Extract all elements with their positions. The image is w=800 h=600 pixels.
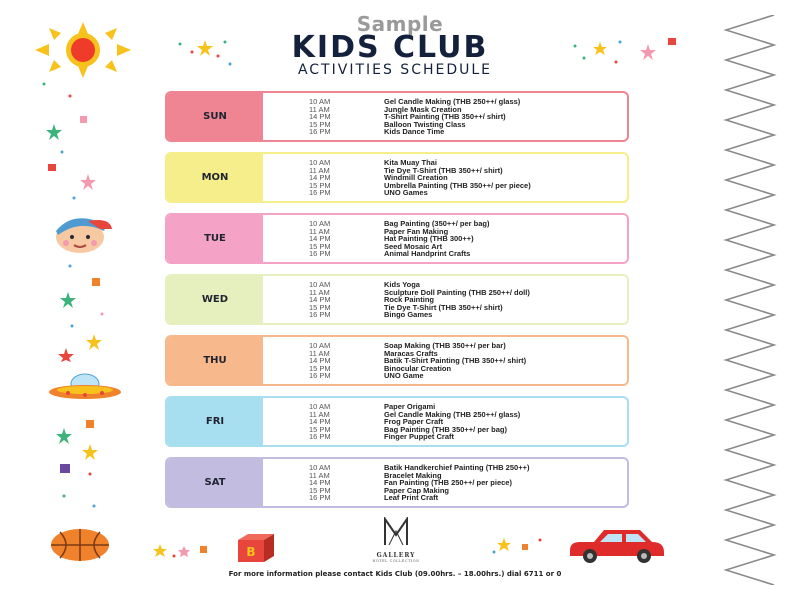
activity-time: 16 PM [309,432,331,441]
hotel-logo [366,517,426,563]
activity-row [309,494,529,502]
star-icon [150,538,220,562]
activity-time: 11 AM [309,104,330,114]
logo-name: GALLERY [376,552,416,559]
star-icon [40,80,110,200]
activity-time: 16 PM [309,493,331,502]
activity-time: 14 PM [309,417,331,426]
activity-name: Batik T-Shirt Painting (THB 350++/ shirt) [384,356,527,365]
activity-name: Leaf Print Craft [384,493,439,502]
activity-list [263,215,489,262]
contact-footer: For more information please contact Kids Club (09.00hrs. – 18.00hrs.) dial 6711 or 0 [228,570,562,578]
star-icon [570,36,680,72]
activity-name: Hat Painting (THB 300++) [384,234,474,243]
activity-name: Frog Paper Craft [384,417,444,426]
activity-time: 11 AM [309,226,330,236]
activity-time: 10 AM [309,158,331,167]
activity-name: Tie Dye T-Shirt (THB 350++/ shirt) [384,302,503,312]
activity-list [263,154,531,201]
activity-name: Animal Handprint Crafts [384,249,471,258]
star-icon [50,412,110,522]
day-label: SAT [167,459,263,506]
page-subtitle: ACTIVITIES SCHEDULE [297,62,493,78]
activity-name: Gel Candle Making (THB 250++/ glass) [384,409,521,419]
activity-name: Rock Painting [384,295,435,304]
activity-name: Finger Puppet Craft [384,432,455,441]
activity-time: 11 AM [309,165,330,175]
activity-name: Kids Dance Time [384,127,445,136]
activity-time: 10 AM [309,219,331,228]
toy-block-icon [234,534,286,564]
sample-watermark: Sample [356,12,444,36]
activity-row [309,433,520,441]
activity-row [309,128,520,136]
activity-name: Bracelet Making [384,470,442,480]
day-card-sun [165,91,629,142]
activity-row [309,250,489,258]
activity-list [263,276,530,323]
activity-name: Paper Cap Making [384,485,450,495]
activity-time: 15 PM [309,485,331,495]
day-label: FRI [167,398,263,445]
activity-name: Tie Dye T-Shirt (THB 350++/ shirt) [384,165,503,175]
activity-time: 15 PM [309,363,331,373]
activity-time: 11 AM [309,287,330,297]
day-label: TUE [167,215,263,262]
activity-time: 10 AM [309,341,331,350]
activity-name: Seed Mosaic Art [384,241,443,251]
activity-name: Gel Candle Making (THB 250++/ glass) [384,97,521,106]
page-title: KIDS CLUB [291,30,489,65]
sun-icon [35,22,131,78]
activity-name: Fan Painting (THB 250++/ per piece) [384,478,512,487]
activity-name: Jungle Mask Creation [384,104,462,114]
day-card-thu [165,335,629,386]
activity-row [309,311,530,319]
activity-time: 14 PM [309,356,331,365]
activity-time: 10 AM [309,402,331,411]
logo-sub: HOTEL COLLECTION [372,559,420,563]
star-icon [490,532,570,562]
activity-time: 15 PM [309,302,331,312]
activity-name: Batik Handkerchief Painting (THB 250++) [384,463,530,472]
activity-time: 11 AM [309,470,330,480]
activity-name: Bingo Games [384,310,433,319]
activity-list [263,459,529,506]
activity-name: Kita Muay Thai [384,158,437,167]
activity-name: Bag Painting (350++/ per bag) [384,219,490,228]
day-card-fri [165,396,629,447]
activity-time: 16 PM [309,310,331,319]
activity-time: 14 PM [309,173,331,182]
activity-time: 11 AM [309,348,330,358]
activity-time: 15 PM [309,180,331,190]
activity-time: 10 AM [309,280,331,289]
day-label: WED [167,276,263,323]
activity-time: 15 PM [309,119,331,129]
activity-name: Binocular Creation [384,363,452,373]
activity-row [309,189,531,197]
activity-name: Windmill Creation [384,173,448,182]
activity-time: 11 AM [309,409,330,419]
activity-name: Sculpture Doll Painting (THB 250++/ doll) [384,287,530,297]
zigzag-border [720,15,780,585]
activity-time: 10 AM [309,97,331,106]
activity-name: Balloon Twisting Class [384,119,466,129]
activity-time: 10 AM [309,463,331,472]
activity-time: 14 PM [309,478,331,487]
boy-face-icon [44,215,116,255]
activity-name: UNO Game [384,371,424,380]
activity-time: 16 PM [309,371,331,380]
activity-time: 16 PM [309,188,331,197]
activity-name: Bag Painting (THB 350++/ per bag) [384,424,507,434]
activity-time: 15 PM [309,241,331,251]
activity-list [263,337,526,384]
schedule-list [165,91,629,518]
day-card-mon [165,152,629,203]
star-icon [170,38,240,70]
activity-name: Soap Making (THB 350++/ per bar) [384,341,506,350]
activity-time: 14 PM [309,295,331,304]
activity-time: 14 PM [309,112,331,121]
activity-name: Maracas Crafts [384,348,438,358]
toy-car-icon [566,528,668,564]
day-label: THU [167,337,263,384]
activity-list [263,93,520,140]
activity-list [263,398,520,445]
activity-name: UNO Games [384,188,428,197]
logo-mark-icon [381,517,411,547]
activity-name: Paper Origami [384,402,436,411]
day-card-tue [165,213,629,264]
activity-name: Umbrella Painting (THB 350++/ per piece) [384,180,531,190]
ufo-icon [48,372,122,404]
activity-name: T-Shirt Painting (THB 350++/ shirt) [384,112,506,121]
basketball-icon [50,528,110,562]
activity-name: Kids Yoga [384,280,420,289]
activity-name: Paper Fan Making [384,226,449,236]
day-card-sat [165,457,629,508]
activity-time: 16 PM [309,249,331,258]
day-label: SUN [167,93,263,140]
activity-time: 14 PM [309,234,331,243]
puzzle-piece-icon [50,262,120,362]
activity-row [309,372,526,380]
day-label: MON [167,154,263,201]
activity-time: 15 PM [309,424,331,434]
activity-time: 16 PM [309,127,331,136]
svg-text:B: B [246,545,256,559]
day-card-wed [165,274,629,325]
